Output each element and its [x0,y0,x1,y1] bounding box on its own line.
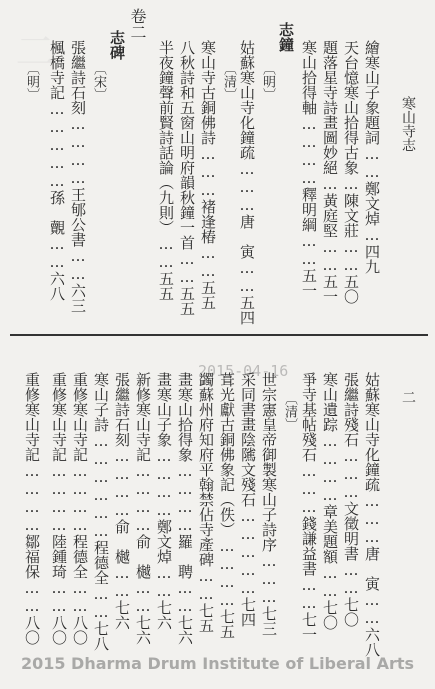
toc-entry: 姑蘇寒山寺化鐘疏………唐 寅……五四 [238,40,256,325]
toc-entry: 八秋詩和五窗山明府韻秋鐘一首……五五 [178,40,196,316]
background-smudge: 二 [9,30,55,70]
dynasty-label: 〔明〕 [260,62,275,101]
toc-entry: 姑蘇寒山寺化鐘疏………唐 寅……六八 [363,372,381,657]
dynasty-label: 〔清〕 [221,62,236,101]
footer-watermark: 2015 Dharma Drum Institute of Liberal Arts [20,654,415,673]
toc-entry: 繪寒山子象題詞……鄭文焯…四九 [363,40,381,274]
toc-entry: 寒山子詩………………程德全……七八 [92,372,110,651]
toc-entry: 重修寒山寺記…………程德全……八〇 [71,372,89,645]
volume-heading: 卷二 [128,8,147,40]
toc-entry: 新修寒山寺記…………俞 樾……七六 [134,372,152,645]
toc-entry: 葺光獻古銅佛象記（佚）…………七五 [218,372,236,639]
toc-entry: 爭寺基帖殘石………錢謙益書……七一 [300,372,318,642]
toc-entry: 題落星寺詩畫圖妙絕…黃庭堅……五一 [321,40,339,304]
toc-entry: 楓橋寺記……………孫 覿……六八 [48,40,66,301]
toc-entry: 寒山遺踪…………章美題額……七〇 [321,372,339,630]
date-stamp: 2015-04-16 [198,362,289,380]
toc-entry: 重修寒山寺記…………陸鍾琦……八〇 [50,372,68,645]
toc-entry: 畫寒山拾得象…………羅 聘……七六 [176,372,194,645]
toc-entry: 寒山寺古銅佛詩………褚逢椿……五五 [199,40,217,310]
divider-rule [10,334,428,336]
toc-entry: 張繼詩石刻…………王郇公書……六三 [69,40,87,313]
toc-entry: 張繼詩石刻…………俞 樾……七六 [113,372,131,630]
page-number: 二 [400,390,416,404]
toc-entry: 采同書畫陰隲文殘石……………七四 [239,372,257,627]
dynasty-label: 〔清〕 [282,392,297,431]
toc-entry: 張繼詩殘石………文徵明書……七〇 [342,372,360,627]
toc-entry: 半夜鐘聲前賢詩話論（九則）……五五 [157,40,175,301]
running-title: 寒山寺志 [400,96,416,152]
toc-entry: 重修寒山寺記…………鄒福保……八〇 [23,372,41,645]
toc-entry: 畫寒山子象…………鄭文焯……七六 [155,372,173,630]
toc-entry: 天台憶寒山拾得古象…陳文莊……五〇 [342,40,360,304]
section-heading: 志碑 [108,30,126,60]
toc-entry: 世宗憲皇帝御製寒山子詩序………七三 [260,372,278,636]
section-heading: 志鐘 [277,22,295,52]
dynasty-label: 〔宋〕 [91,62,106,101]
toc-entry: 蠲蘇州府知府平翰禁佔寺產碑……七五 [197,372,215,633]
dynasty-label: 〔明〕 [24,62,39,101]
toc-entry: 寒山拾得軸…………釋明綱……五一 [300,40,318,298]
